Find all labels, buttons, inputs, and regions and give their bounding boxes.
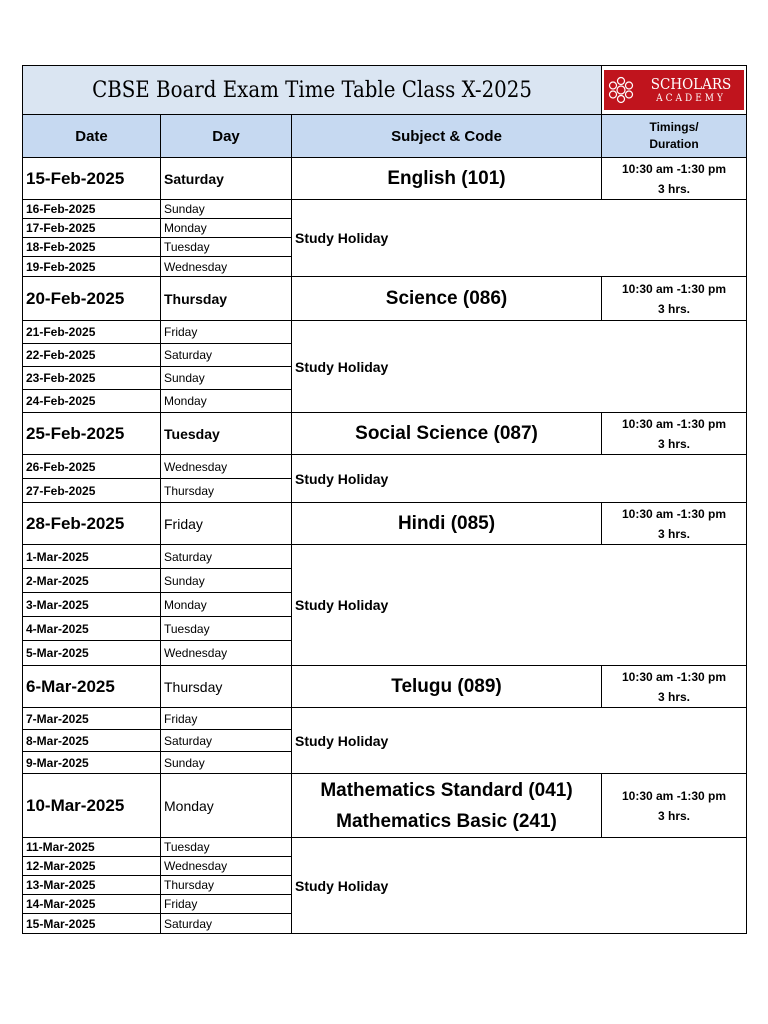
- logo-line1: SCHOLARS: [650, 74, 732, 93]
- exam-subject-name: Hindi (085): [397, 513, 496, 534]
- exam-date: 20-Feb-2025: [23, 277, 161, 321]
- exam-subject: [292, 503, 602, 545]
- holiday-day: Sunday: [161, 200, 292, 219]
- holiday-date: 4-Mar-2025: [23, 617, 161, 641]
- header-subject: Subject & Code: [292, 115, 602, 158]
- holiday-date: 13-Mar-2025: [23, 876, 161, 895]
- exam-timing: [602, 503, 747, 545]
- exam-subject-name: Telugu (089): [391, 676, 502, 697]
- holiday-day: Monday: [161, 390, 292, 413]
- exam-day: Friday: [161, 503, 292, 545]
- exam-time: 10:30 am -1:30 pm: [621, 506, 727, 521]
- title-row: [23, 66, 747, 115]
- holiday-day: Saturday: [161, 344, 292, 367]
- holiday-date: 21-Feb-2025: [23, 321, 161, 344]
- exam-timing: [602, 413, 747, 455]
- exam-row: [23, 666, 747, 708]
- header-date: Date: [23, 115, 161, 158]
- holiday-date: 2-Mar-2025: [23, 569, 161, 593]
- holiday-day: Wednesday: [161, 257, 292, 277]
- holiday-day: Tuesday: [161, 617, 292, 641]
- exam-day: Tuesday: [161, 413, 292, 455]
- holiday-day: Monday: [161, 593, 292, 617]
- study-holiday-label: Study Holiday: [292, 455, 747, 503]
- holiday-day: Friday: [161, 321, 292, 344]
- exam-time: 10:30 am -1:30 pm: [621, 161, 727, 176]
- holiday-date: 27-Feb-2025: [23, 479, 161, 503]
- exam-subject: [292, 666, 602, 708]
- exam-day: Saturday: [161, 158, 292, 200]
- holiday-row: [23, 545, 747, 569]
- exam-time: 10:30 am -1:30 pm: [621, 669, 727, 684]
- exam-date: 15-Feb-2025: [23, 158, 161, 200]
- holiday-date: 16-Feb-2025: [23, 200, 161, 219]
- holiday-day: Sunday: [161, 752, 292, 774]
- exam-subject-name: English (101): [387, 168, 506, 189]
- exam-subject: [292, 774, 602, 838]
- holiday-day: Wednesday: [161, 455, 292, 479]
- exam-subject: [292, 413, 602, 455]
- molecule-icon: [604, 72, 638, 108]
- holiday-date: 19-Feb-2025: [23, 257, 161, 277]
- holiday-date: 22-Feb-2025: [23, 344, 161, 367]
- exam-subject: [292, 158, 602, 200]
- exam-timing: [602, 277, 747, 321]
- exam-date: 6-Mar-2025: [23, 666, 161, 708]
- timetable: [22, 65, 747, 934]
- holiday-date: 11-Mar-2025: [23, 838, 161, 857]
- holiday-date: 5-Mar-2025: [23, 641, 161, 666]
- holiday-date: 9-Mar-2025: [23, 752, 161, 774]
- holiday-date: 7-Mar-2025: [23, 708, 161, 730]
- holiday-date: 12-Mar-2025: [23, 857, 161, 876]
- holiday-date: 3-Mar-2025: [23, 593, 161, 617]
- exam-time: 10:30 am -1:30 pm: [621, 788, 727, 803]
- holiday-row: [23, 321, 747, 344]
- exam-timing: [602, 666, 747, 708]
- exam-day: Thursday: [161, 277, 292, 321]
- exam-duration: 3 hrs.: [658, 436, 691, 451]
- holiday-date: 14-Mar-2025: [23, 895, 161, 914]
- exam-subject-name: Social Science (087): [355, 423, 538, 444]
- holiday-date: 23-Feb-2025: [23, 367, 161, 390]
- exam-date: 25-Feb-2025: [23, 413, 161, 455]
- holiday-date: 8-Mar-2025: [23, 730, 161, 752]
- header-timings-line1: Timings/: [649, 120, 699, 134]
- logo-line2: ACADEMY: [656, 92, 726, 104]
- exam-duration: 3 hrs.: [658, 808, 691, 823]
- exam-subject-name-2: Mathematics Basic (241): [336, 810, 557, 832]
- exam-duration: 3 hrs.: [658, 301, 691, 316]
- scholars-academy-logo: [604, 70, 744, 110]
- holiday-date: 26-Feb-2025: [23, 455, 161, 479]
- study-holiday-label: Study Holiday: [292, 838, 747, 934]
- holiday-day: Friday: [161, 895, 292, 914]
- study-holiday-label: Study Holiday: [292, 200, 747, 277]
- exam-subject-name: Mathematics Standard (041): [320, 779, 573, 801]
- holiday-row: [23, 708, 747, 730]
- holiday-day: Saturday: [161, 730, 292, 752]
- exam-subject-name: Science (086): [385, 288, 508, 309]
- exam-date: 10-Mar-2025: [23, 774, 161, 838]
- holiday-day: Tuesday: [161, 238, 292, 257]
- holiday-date: 1-Mar-2025: [23, 545, 161, 569]
- exam-row: [23, 774, 747, 838]
- holiday-date: 15-Mar-2025: [23, 914, 161, 934]
- holiday-date: 24-Feb-2025: [23, 390, 161, 413]
- holiday-day: Friday: [161, 708, 292, 730]
- study-holiday-label: Study Holiday: [292, 708, 747, 774]
- exam-row: [23, 277, 747, 321]
- logo-cell: [602, 66, 747, 115]
- holiday-day: Monday: [161, 219, 292, 238]
- study-holiday-label: Study Holiday: [292, 545, 747, 666]
- exam-time: 10:30 am -1:30 pm: [621, 281, 727, 296]
- holiday-day: Tuesday: [161, 838, 292, 857]
- holiday-date: 18-Feb-2025: [23, 238, 161, 257]
- holiday-day: Sunday: [161, 367, 292, 390]
- exam-date: 28-Feb-2025: [23, 503, 161, 545]
- holiday-day: Sunday: [161, 569, 292, 593]
- holiday-date: 17-Feb-2025: [23, 219, 161, 238]
- exam-timing: [602, 774, 747, 838]
- exam-duration: 3 hrs.: [658, 181, 691, 196]
- exam-timing: [602, 158, 747, 200]
- header-row: [23, 115, 747, 158]
- exam-duration: 3 hrs.: [658, 689, 691, 704]
- holiday-day: Saturday: [161, 545, 292, 569]
- exam-row: [23, 503, 747, 545]
- exam-row: [23, 413, 747, 455]
- exam-subject: [292, 277, 602, 321]
- header-day: Day: [161, 115, 292, 158]
- holiday-day: Saturday: [161, 914, 292, 934]
- holiday-day: Thursday: [161, 479, 292, 503]
- holiday-day: Wednesday: [161, 641, 292, 666]
- exam-day: Thursday: [161, 666, 292, 708]
- holiday-row: [23, 838, 747, 857]
- exam-duration: 3 hrs.: [658, 526, 691, 541]
- header-timings-line2: Duration: [649, 137, 699, 151]
- exam-time: 10:30 am -1:30 pm: [621, 416, 727, 431]
- exam-day: Monday: [161, 774, 292, 838]
- holiday-day: Thursday: [161, 876, 292, 895]
- holiday-row: [23, 200, 747, 219]
- study-holiday-label: Study Holiday: [292, 321, 747, 413]
- header-timings: [602, 115, 747, 158]
- holiday-row: [23, 455, 747, 479]
- holiday-day: Wednesday: [161, 857, 292, 876]
- page-title: CBSE Board Exam Time Table Class X-2025: [23, 66, 602, 115]
- exam-row: [23, 158, 747, 200]
- timetable-sheet: [22, 65, 746, 934]
